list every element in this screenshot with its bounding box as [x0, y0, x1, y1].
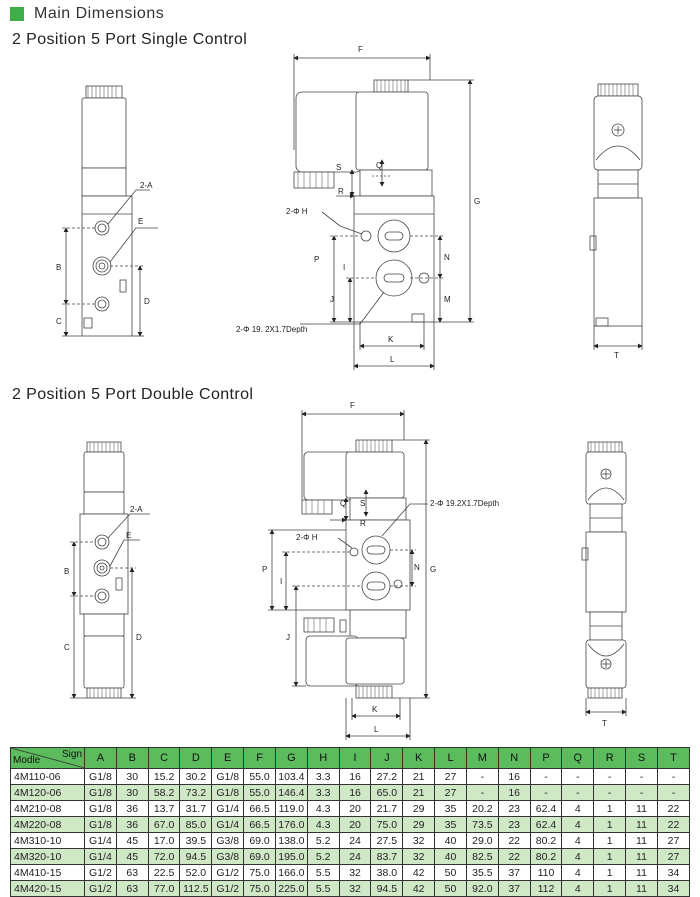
table-cell: - — [657, 769, 689, 785]
table-cell: 45 — [116, 849, 148, 865]
label-double-S: S — [360, 499, 366, 508]
column-header: T — [657, 748, 689, 769]
table-cell: G1/4 — [212, 817, 244, 833]
table-cell: - — [466, 769, 498, 785]
table-cell: G1/2 — [85, 881, 117, 897]
label-single-F: F — [358, 45, 363, 54]
table-cell: 166.0 — [275, 865, 307, 881]
table-header-row — [11, 748, 690, 769]
label-single-E: E — [138, 217, 144, 226]
table-cell: 4.3 — [307, 801, 339, 817]
label-single-R: R — [338, 187, 344, 196]
column-header: A — [85, 748, 117, 769]
column-header: Q — [562, 748, 594, 769]
table-cell: 16 — [498, 785, 530, 801]
table-cell: 3.3 — [307, 785, 339, 801]
column-header: I — [339, 748, 371, 769]
table-cell: 27 — [657, 833, 689, 849]
table-cell: G1/2 — [212, 865, 244, 881]
label-single-N: N — [444, 253, 450, 262]
table-cell: 1 — [594, 801, 626, 817]
column-header: D — [180, 748, 212, 769]
double-side-view — [268, 410, 430, 740]
table-cell: - — [562, 785, 594, 801]
table-cell: 3.3 — [307, 769, 339, 785]
table-cell: 80.2 — [530, 849, 562, 865]
table-cell: 22 — [657, 801, 689, 817]
label-double-N: N — [414, 563, 420, 572]
table-cell: G1/2 — [212, 881, 244, 897]
label-single-Q: Q — [376, 161, 383, 170]
table-cell: 1 — [594, 865, 626, 881]
table-cell: 42 — [403, 881, 435, 897]
label-single-2PhiH: 2-Φ H — [286, 207, 308, 216]
label-double-J: J — [286, 633, 290, 642]
table-cell: 24 — [339, 849, 371, 865]
table-row — [11, 817, 690, 833]
table-cell: 4.3 — [307, 817, 339, 833]
table-cell: 67.0 — [148, 817, 180, 833]
table-cell: 24 — [339, 833, 371, 849]
table-cell: G3/8 — [212, 849, 244, 865]
page-title: Main Dimensions — [34, 5, 165, 22]
corner-model-label: Modle — [13, 755, 41, 766]
table-row — [11, 849, 690, 865]
table-cell: - — [594, 785, 626, 801]
table-cell: - — [626, 785, 658, 801]
table-cell: 27.5 — [371, 833, 403, 849]
table-cell: 27 — [657, 849, 689, 865]
table-cell: 30.2 — [180, 769, 212, 785]
table-cell: 27 — [435, 769, 467, 785]
table-cell: 75.0 — [244, 865, 276, 881]
corner-sign-label: Sign — [61, 749, 82, 760]
label-single-J: J — [330, 295, 334, 304]
model-cell: 4M220-08 — [11, 817, 85, 833]
table-cell: 36 — [116, 801, 148, 817]
table-cell: 17.0 — [148, 833, 180, 849]
table-cell: 62.4 — [530, 817, 562, 833]
table-cell: 66.5 — [244, 817, 276, 833]
table-cell: 69.0 — [244, 833, 276, 849]
table-corner-cell — [11, 748, 85, 769]
table-cell: 5.2 — [307, 833, 339, 849]
table-row — [11, 865, 690, 881]
double-front-view — [70, 442, 150, 698]
table-cell: 16 — [339, 785, 371, 801]
table-cell: - — [562, 769, 594, 785]
table-cell: G1/4 — [85, 833, 117, 849]
table-cell: 23 — [498, 817, 530, 833]
table-cell: 63 — [116, 865, 148, 881]
table-cell: 1 — [594, 881, 626, 897]
single-right-view — [590, 84, 642, 350]
table-cell: 32 — [403, 849, 435, 865]
table-row — [11, 833, 690, 849]
table-cell: 36 — [116, 817, 148, 833]
table-cell: 94.5 — [371, 881, 403, 897]
table-cell: 69.0 — [244, 849, 276, 865]
table-cell: G1/4 — [85, 849, 117, 865]
column-header: P — [530, 748, 562, 769]
table-cell: 55.0 — [244, 785, 276, 801]
table-cell: 4 — [562, 801, 594, 817]
label-double-B: B — [64, 567, 70, 576]
table-cell: 55.0 — [244, 769, 276, 785]
label-single-L: L — [390, 355, 395, 364]
model-cell: 4M210-08 — [11, 801, 85, 817]
table-cell: - — [626, 769, 658, 785]
table-cell: 30 — [116, 769, 148, 785]
label-single-T: T — [614, 351, 619, 360]
table-cell: 1 — [594, 849, 626, 865]
label-single-D: D — [144, 297, 150, 306]
label-double-2A: 2-A — [130, 505, 143, 514]
table-cell: 32 — [339, 881, 371, 897]
table-cell: 5.2 — [307, 849, 339, 865]
label-double-F: F — [350, 401, 355, 410]
column-header: F — [244, 748, 276, 769]
label-double-G: G — [430, 565, 437, 574]
table-cell: 37 — [498, 881, 530, 897]
table-cell: 62.4 — [530, 801, 562, 817]
table-cell: G3/8 — [212, 833, 244, 849]
table-cell: 27.2 — [371, 769, 403, 785]
table-cell: 22.5 — [148, 865, 180, 881]
table-cell: 1 — [594, 833, 626, 849]
label-double-depth: 2-Φ 19.2X1.7Depth — [430, 499, 500, 508]
table-cell: 225.0 — [275, 881, 307, 897]
label-double-L: L — [374, 725, 379, 734]
label-double-K: K — [372, 705, 378, 714]
label-single-I: I — [343, 263, 346, 272]
column-header: M — [466, 748, 498, 769]
table-cell: - — [657, 785, 689, 801]
label-double-P: P — [262, 565, 268, 574]
column-header: R — [594, 748, 626, 769]
table-cell: 13.7 — [148, 801, 180, 817]
table-cell: 11 — [626, 881, 658, 897]
table-cell: 1 — [594, 817, 626, 833]
label-double-C: C — [64, 643, 70, 652]
table-cell: 146.4 — [275, 785, 307, 801]
table-cell: 80.2 — [530, 833, 562, 849]
label-single-2A: 2-A — [140, 181, 153, 190]
single-control-title: 2 Position 5 Port Single Control — [12, 31, 248, 48]
table-cell: 35 — [435, 817, 467, 833]
table-cell: 5.5 — [307, 865, 339, 881]
table-cell: 15.2 — [148, 769, 180, 785]
table-cell: 38.0 — [371, 865, 403, 881]
table-cell: 11 — [626, 833, 658, 849]
table-cell: 110 — [530, 865, 562, 881]
table-cell: 45 — [116, 833, 148, 849]
table-cell: 73.2 — [180, 785, 212, 801]
model-cell: 4M420-15 — [11, 881, 85, 897]
table-cell: 4 — [562, 849, 594, 865]
column-header: H — [307, 748, 339, 769]
table-cell: G1/8 — [212, 769, 244, 785]
label-single-S: S — [336, 163, 342, 172]
table-cell: 119.0 — [275, 801, 307, 817]
table-cell: 63 — [116, 881, 148, 897]
double-control-title: 2 Position 5 Port Double Control — [12, 386, 254, 403]
label-single-M: M — [444, 295, 451, 304]
table-cell: 39.5 — [180, 833, 212, 849]
table-cell: 4 — [562, 865, 594, 881]
model-cell: 4M310-10 — [11, 833, 85, 849]
table-cell: 30 — [116, 785, 148, 801]
label-double-D: D — [136, 633, 142, 642]
table-cell: 92.0 — [466, 881, 498, 897]
table-cell: 103.4 — [275, 769, 307, 785]
table-cell: 29 — [403, 801, 435, 817]
table-cell: 20.2 — [466, 801, 498, 817]
table-cell: 40 — [435, 833, 467, 849]
label-double-E: E — [126, 531, 132, 540]
label-single-depth: 2-Φ 19. 2X1.7Depth — [236, 325, 308, 334]
label-double-T: T — [602, 719, 607, 728]
label-single-C: C — [56, 317, 62, 326]
table-cell: 22 — [657, 817, 689, 833]
label-single-K: K — [388, 335, 394, 344]
label-single-B: B — [56, 263, 62, 272]
table-cell: 195.0 — [275, 849, 307, 865]
table-cell: 65.0 — [371, 785, 403, 801]
table-cell: G1/2 — [85, 865, 117, 881]
table-cell: 4 — [562, 881, 594, 897]
table-cell: 21.7 — [371, 801, 403, 817]
table-cell: 22 — [498, 849, 530, 865]
dimensions-table — [10, 747, 690, 897]
table-cell: 21 — [403, 769, 435, 785]
table-cell: G1/8 — [85, 785, 117, 801]
table-cell: 34 — [657, 881, 689, 897]
table-cell: 112 — [530, 881, 562, 897]
table-cell: 37 — [498, 865, 530, 881]
column-header: E — [212, 748, 244, 769]
column-header: K — [403, 748, 435, 769]
table-cell: - — [466, 785, 498, 801]
label-single-G: G — [474, 197, 481, 206]
table-cell: 29 — [403, 817, 435, 833]
table-cell: 5.5 — [307, 881, 339, 897]
table-cell: 11 — [626, 817, 658, 833]
label-double-R: R — [360, 519, 366, 528]
column-header: C — [148, 748, 180, 769]
table-cell: 35.5 — [466, 865, 498, 881]
table-row — [11, 881, 690, 897]
table-cell: 27 — [435, 785, 467, 801]
table-cell: 52.0 — [180, 865, 212, 881]
table-cell: G1/8 — [85, 801, 117, 817]
table-cell: 73.5 — [466, 817, 498, 833]
model-cell: 4M120-06 — [11, 785, 85, 801]
table-cell: 22 — [498, 833, 530, 849]
table-cell: 75.0 — [244, 881, 276, 897]
table-cell: G1/8 — [85, 817, 117, 833]
model-cell: 4M110-06 — [11, 769, 85, 785]
table-cell: 72.0 — [148, 849, 180, 865]
table-cell: 94.5 — [180, 849, 212, 865]
table-cell: 11 — [626, 865, 658, 881]
table-cell: 29.0 — [466, 833, 498, 849]
table-cell: 34 — [657, 865, 689, 881]
column-header: G — [275, 748, 307, 769]
table-cell: - — [530, 785, 562, 801]
table-cell: 23 — [498, 801, 530, 817]
label-single-P: P — [314, 255, 320, 264]
table-cell: 11 — [626, 801, 658, 817]
table-cell: 75.0 — [371, 817, 403, 833]
table-cell: 82.5 — [466, 849, 498, 865]
column-header: S — [626, 748, 658, 769]
column-header: L — [435, 748, 467, 769]
table-row — [11, 769, 690, 785]
table-cell: 21 — [403, 785, 435, 801]
table-cell: 77.0 — [148, 881, 180, 897]
table-cell: - — [530, 769, 562, 785]
table-cell: 32 — [339, 865, 371, 881]
column-header: N — [498, 748, 530, 769]
table-cell: 20 — [339, 817, 371, 833]
single-side-view — [294, 54, 474, 370]
table-cell: 35 — [435, 801, 467, 817]
table-cell: - — [594, 769, 626, 785]
table-cell: 50 — [435, 881, 467, 897]
table-cell: G1/4 — [212, 801, 244, 817]
table-row — [11, 801, 690, 817]
table-cell: 16 — [339, 769, 371, 785]
table-cell: 50 — [435, 865, 467, 881]
table-cell: 11 — [626, 849, 658, 865]
table-cell: 176.0 — [275, 817, 307, 833]
table-cell: 58.2 — [148, 785, 180, 801]
table-cell: 20 — [339, 801, 371, 817]
model-cell: 4M410-15 — [11, 865, 85, 881]
table-cell: G1/8 — [85, 769, 117, 785]
table-cell: 4 — [562, 833, 594, 849]
table-cell: 42 — [403, 865, 435, 881]
table-cell: 4 — [562, 817, 594, 833]
table-row — [11, 785, 690, 801]
table-cell: 83.7 — [371, 849, 403, 865]
table-cell: 138.0 — [275, 833, 307, 849]
label-double-Q: Q — [340, 499, 347, 508]
table-cell: 31.7 — [180, 801, 212, 817]
label-double-I: I — [280, 577, 283, 586]
label-double-2PhiH: 2-Φ H — [296, 533, 318, 542]
double-right-view — [582, 442, 626, 716]
model-cell: 4M320-10 — [11, 849, 85, 865]
table-cell: 66.5 — [244, 801, 276, 817]
column-header: J — [371, 748, 403, 769]
table-cell: 112.5 — [180, 881, 212, 897]
column-header: B — [116, 748, 148, 769]
table-cell: 16 — [498, 769, 530, 785]
table-cell: 85.0 — [180, 817, 212, 833]
table-cell: 40 — [435, 849, 467, 865]
table-cell: 32 — [403, 833, 435, 849]
table-cell: G1/8 — [212, 785, 244, 801]
